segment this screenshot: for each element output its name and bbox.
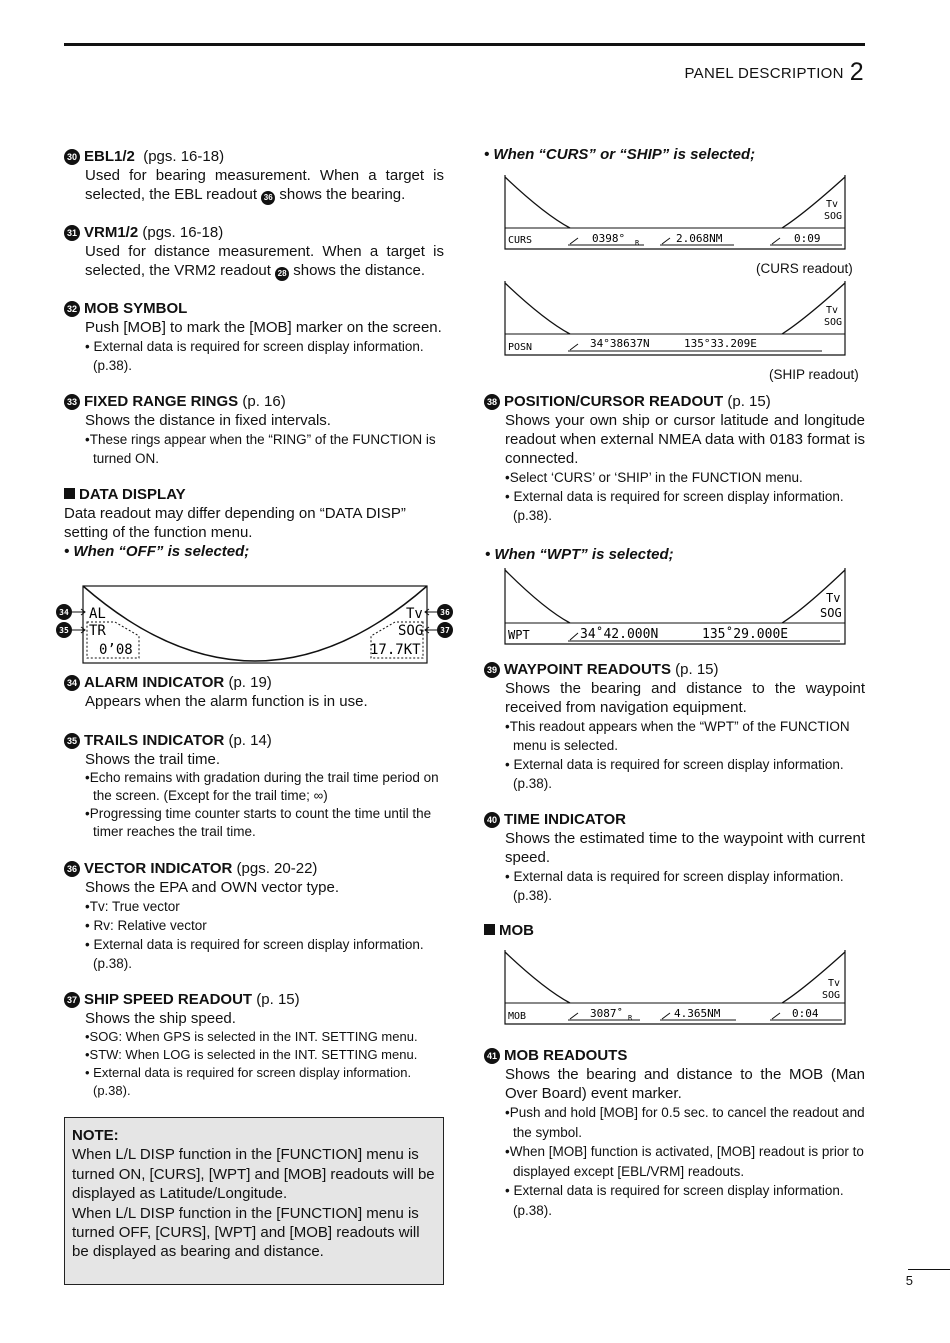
mob-readouts-bullet-1: •Push and hold [MOB] for 0.5 sec. to cancel the readout and the symbol.	[505, 1105, 865, 1140]
note-paragraph-1: When L/L DISP function in the [FUNCTION] menu is turned ON, [CURS], [WPT] and [MOB] readouts will be displayed as Latitude/Longitude.	[72, 1146, 435, 1203]
trails-bullet-1: •Echo remains with gradation during the trail time period on the screen. (Except for the trail time; ∞)	[85, 770, 439, 803]
speed-body: Shows the ship speed.	[85, 1010, 236, 1027]
vector-body: Shows the EPA and OWN vector type.	[85, 879, 340, 896]
callout-38: 38	[484, 394, 500, 410]
speed-pages: (p. 15)	[256, 991, 300, 1008]
mob-bearing-sub: R	[628, 1014, 633, 1022]
posn-display-diagram	[504, 280, 847, 358]
trails-pages: (p. 14)	[228, 732, 272, 749]
page-number: 5	[905, 1273, 913, 1288]
callout-35: 35	[64, 733, 80, 749]
data-display-body-2: setting of the function menu.	[64, 524, 253, 541]
mob-time: 0:04	[792, 1007, 819, 1020]
curs-caption: (CURS readout)	[756, 261, 853, 276]
position-pages: (p. 15)	[727, 393, 771, 410]
data-display-section	[64, 485, 444, 561]
posn-lon: 135°33.209E	[684, 337, 757, 350]
off-display-diagram	[55, 584, 455, 668]
posn-caption: (SHIP readout)	[769, 367, 859, 382]
alarm-item	[64, 673, 444, 711]
mob-sog: SOG	[822, 990, 841, 1001]
ebl-body-2b: shows the bearing.	[279, 186, 406, 203]
wpt-tv: Tv	[826, 591, 841, 605]
alarm-title: ALARM INDICATOR	[84, 674, 225, 691]
off-al-label: AL	[89, 606, 106, 622]
wpt-lon: 135˚29.000E	[702, 627, 789, 642]
vector-bullet-2: • Rv: Relative vector	[85, 918, 207, 933]
alarm-pages: (p. 19)	[228, 674, 272, 691]
off-trail-time: 0’08	[99, 642, 133, 658]
waypoint-bullet-2: • External data is required for screen display information. (p.38).	[505, 757, 844, 791]
rings-bullet-1: •These rings appear when the “RING” of the FUNCTION is turned ON.	[85, 432, 436, 466]
off-tv-label: Tv	[406, 606, 423, 622]
curs-angle-icon	[568, 238, 590, 245]
vrm-body-2a: selected, the VRM2 readout	[85, 262, 271, 279]
mob-display-diagram	[504, 949, 847, 1027]
section-number: 2	[849, 58, 864, 86]
curs-display-diagram	[504, 174, 847, 252]
position-title: POSITION/CURSOR READOUT	[504, 393, 724, 410]
wpt-lat: 34˚42.000N	[580, 627, 659, 642]
vrm-title: VRM1/2	[84, 224, 139, 241]
note-title: NOTE:	[72, 1127, 119, 1144]
waypoint-item	[484, 660, 865, 793]
vrm-pages: (pgs. 16-18)	[142, 224, 224, 241]
left-column	[64, 147, 444, 561]
left-column-lower	[64, 673, 444, 1100]
callout-39: 39	[484, 662, 500, 678]
vector-bullet-3: • External data is required for screen display information. (p.38).	[85, 937, 424, 971]
rings-title: FIXED RANGE RINGS	[84, 393, 239, 410]
position-bullet-1: •Select ‘CURS’ or ‘SHIP’ in the FUNCTION menu.	[505, 470, 803, 485]
callout-33: 33	[64, 394, 80, 410]
callout-34: 34	[64, 675, 80, 691]
curs-bearing-sub: R	[635, 239, 640, 247]
vector-bullet-1: •Tv: True vector	[85, 899, 180, 914]
top-rule	[64, 43, 865, 46]
rings-pages: (p. 16)	[242, 393, 286, 410]
curs-time: 0:09	[794, 232, 821, 245]
trails-bullet-2: •Progressing time counter starts to count the time until the timer reaches the trail time.	[85, 806, 432, 839]
mob-symbol-item	[64, 299, 444, 375]
mob-label: MOB	[508, 1011, 527, 1022]
callout-34-label: 34	[59, 608, 69, 617]
wpt-sog: SOG	[820, 606, 842, 620]
mob-section-title: MOB	[499, 922, 534, 939]
note-paragraph-2: When L/L DISP function in the [FUNCTION] menu is turned OFF, [CURS], [WPT] and [MOB] readouts will be displayed as bearing and distance.	[72, 1204, 420, 1261]
when-wpt-heading: • When “WPT” is selected;	[485, 546, 674, 563]
callout-ref-28: 28	[275, 267, 289, 281]
wpt-label: WPT	[508, 628, 530, 642]
vector-pages: (pgs. 20-22)	[236, 860, 318, 877]
position-item	[484, 392, 865, 525]
callout-41: 41	[484, 1048, 500, 1064]
waypoint-body: Shows the bearing and distance to the waypoint received from navigation equipment.	[505, 680, 865, 716]
vrm-body-2b: shows the distance.	[293, 262, 426, 279]
square-bullet-icon	[484, 924, 495, 935]
posn-tv: Tv	[826, 305, 839, 316]
mob-symbol-body: Push [MOB] to mark the [MOB] marker on the screen.	[85, 319, 442, 336]
trails-body: Shows the trail time.	[85, 751, 221, 768]
waypoint-pages: (p. 15)	[675, 661, 719, 678]
vector-title: VECTOR INDICATOR	[84, 860, 233, 877]
trails-title: TRAILS INDICATOR	[84, 732, 225, 749]
mob-readouts-item	[484, 1046, 865, 1220]
ebl-body-1: Used for bearing measurement. When a target is	[85, 167, 444, 184]
position-body: Shows your own ship or cursor latitude and longitude readout when external NMEA data with 0183 format is connected.	[505, 412, 865, 467]
mob-readouts-body: Shows the bearing and distance to the MOB (Man Over Board) event marker.	[505, 1066, 865, 1102]
waypoint-title: WAYPOINT READOUTS	[504, 661, 671, 678]
speed-title: SHIP SPEED READOUT	[84, 991, 253, 1008]
off-tr-label: TR	[89, 623, 106, 639]
speed-bullet-1: •SOG: When GPS is selected in the INT. SETTING menu.	[85, 1029, 418, 1044]
time-body: Shows the estimated time to the waypoint with current speed.	[505, 830, 865, 866]
wpt-display-diagram	[504, 567, 847, 647]
rings-item	[64, 392, 444, 468]
off-speed: 17.7KT	[370, 642, 421, 658]
mob-distance: 4.365NM	[674, 1007, 721, 1020]
alarm-body: Appears when the alarm function is in use.	[85, 693, 368, 710]
section-header	[684, 58, 864, 87]
time-bullet-1: • External data is required for screen display information. (p.38).	[505, 869, 844, 903]
square-bullet-icon	[64, 488, 75, 499]
mob-tv: Tv	[828, 978, 841, 989]
note-box	[64, 1117, 444, 1285]
position-bullet-2: • External data is required for screen display information. (p.38).	[505, 489, 844, 523]
ebl-title: EBL1/2	[84, 148, 135, 165]
data-display-body-1: Data readout may differ depending on “DATA DISP”	[64, 505, 406, 522]
footer-rule	[908, 1269, 950, 1270]
vrm-body-1: Used for distance measurement. When a target is	[85, 243, 444, 260]
mob-readouts-bullet-2: •When [MOB] function is activated, [MOB] readout is prior to displayed except [EBL/VRM] readouts.	[505, 1144, 864, 1179]
ebl-body-2a: selected, the EBL readout	[85, 186, 258, 203]
callout-37: 37	[64, 992, 80, 1008]
speed-bullet-3: • External data is required for screen display information. (p.38).	[85, 1065, 412, 1098]
curs-sog: SOG	[824, 211, 843, 222]
vrm-item	[64, 223, 444, 281]
ebl-item	[64, 147, 444, 205]
callout-35-label: 35	[59, 626, 69, 635]
time-title: TIME INDICATOR	[504, 811, 626, 828]
mob-bearing: 3087˚	[590, 1007, 624, 1020]
mob-readouts-title: MOB READOUTS	[504, 1047, 628, 1064]
rings-body: Shows the distance in fixed intervals.	[85, 412, 331, 429]
callout-30: 30	[64, 149, 80, 165]
curs-distance: 2.068NM	[676, 232, 723, 245]
speed-item	[64, 990, 444, 1100]
right-column-lower	[484, 660, 865, 940]
callout-31: 31	[64, 225, 80, 241]
data-display-when-off: • When “OFF” is selected;	[64, 543, 250, 560]
mob-symbol-bullet-1: • External data is required for screen display information. (p.38).	[85, 339, 424, 373]
right-column-mid	[484, 392, 865, 564]
data-display-title: DATA DISPLAY	[79, 486, 186, 503]
curs-label: CURS	[508, 235, 533, 246]
right-column-bottom	[484, 1046, 865, 1220]
callout-ref-36: 36	[261, 191, 275, 205]
callout-36: 36	[64, 861, 80, 877]
callout-37-label: 37	[440, 626, 450, 635]
time-item	[484, 810, 865, 905]
mob-readouts-bullet-3: • External data is required for screen display information. (p.38).	[505, 1183, 844, 1218]
callout-32: 32	[64, 301, 80, 317]
curs-tv: Tv	[826, 199, 839, 210]
section-title: PANEL DESCRIPTION	[684, 65, 844, 82]
waypoint-bullet-1: •This readout appears when the “WPT” of the FUNCTION menu is selected.	[505, 719, 850, 753]
callout-36-label: 36	[440, 608, 450, 617]
trails-item	[64, 731, 444, 841]
curs-bearing: 0398°	[592, 232, 626, 245]
mob-section	[484, 921, 865, 940]
callout-40: 40	[484, 812, 500, 828]
ebl-pages: (pgs. 16-18)	[143, 148, 225, 165]
posn-label: POSN	[508, 342, 533, 353]
mob-symbol-title: MOB SYMBOL	[84, 300, 188, 317]
posn-sog: SOG	[824, 317, 843, 328]
speed-bullet-2: •STW: When LOG is selected in the INT. SETTING menu.	[85, 1047, 418, 1062]
vector-item	[64, 859, 444, 973]
off-sog-label: SOG	[398, 623, 424, 639]
posn-lat: 34°38637N	[590, 337, 650, 350]
when-curs-heading: • When “CURS” or “SHIP” is selected;	[484, 146, 756, 163]
